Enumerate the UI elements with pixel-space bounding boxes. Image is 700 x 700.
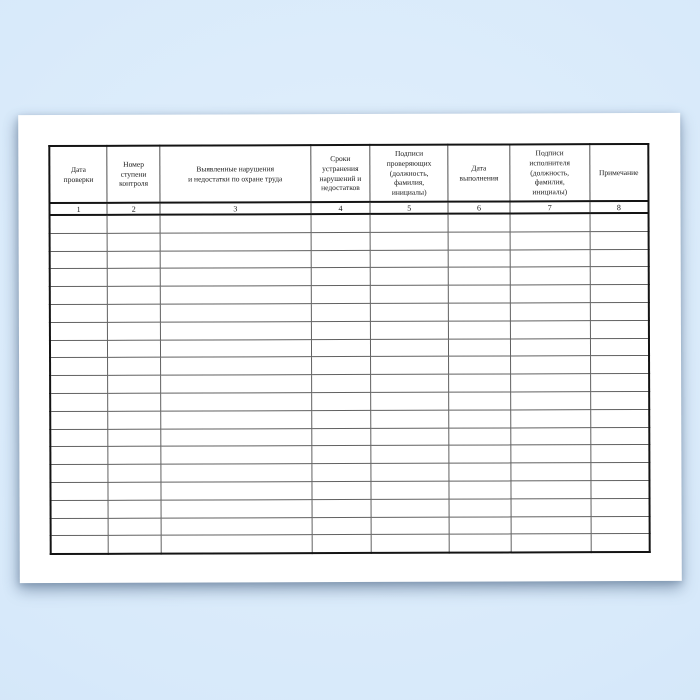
empty-cell xyxy=(448,213,510,232)
empty-cell xyxy=(108,340,161,358)
empty-cell xyxy=(311,232,371,250)
empty-cell xyxy=(311,339,371,357)
empty-cell xyxy=(161,535,312,554)
empty-cell xyxy=(312,481,372,499)
empty-cell xyxy=(50,322,108,340)
empty-cell xyxy=(591,463,650,481)
empty-cell xyxy=(107,215,160,233)
empty-cell xyxy=(108,304,161,322)
empty-cell xyxy=(50,393,108,411)
empty-cell xyxy=(311,321,371,339)
empty-cell xyxy=(511,445,591,463)
column-header-inspection-date: Дата проверки xyxy=(49,146,107,203)
empty-cell xyxy=(510,338,590,356)
empty-cell xyxy=(50,269,108,287)
table-row xyxy=(50,338,649,358)
empty-cell xyxy=(449,481,511,499)
empty-cell xyxy=(311,214,371,233)
table-row xyxy=(50,445,649,465)
empty-cell xyxy=(511,374,591,392)
table-row xyxy=(50,302,649,322)
empty-cell xyxy=(50,447,108,465)
empty-cell xyxy=(312,517,372,535)
empty-cell xyxy=(371,357,449,375)
empty-cell xyxy=(590,374,649,392)
empty-cell xyxy=(591,534,650,553)
document-page xyxy=(18,113,682,583)
column-header-control-stage-number: Номер ступени контроля xyxy=(107,146,160,203)
empty-cell xyxy=(510,320,590,338)
empty-cell xyxy=(108,411,161,429)
column-header-elimination-deadlines: Сроки устранения нарушений и недостатков xyxy=(310,145,370,202)
column-number: 6 xyxy=(448,201,510,213)
empty-cell xyxy=(311,392,371,410)
empty-cell xyxy=(449,463,511,481)
table-row xyxy=(50,249,649,269)
table-row xyxy=(50,320,649,340)
empty-cell xyxy=(50,358,108,376)
empty-cell xyxy=(590,231,649,249)
table-row xyxy=(50,427,649,447)
inspection-log-table xyxy=(48,143,650,555)
column-number: 4 xyxy=(311,202,371,214)
empty-cell xyxy=(448,267,510,285)
empty-cell xyxy=(161,446,312,464)
column-number: 8 xyxy=(590,201,649,213)
empty-cell xyxy=(510,267,590,285)
empty-cell xyxy=(449,374,511,392)
empty-cell xyxy=(510,231,590,249)
empty-cell xyxy=(311,464,371,482)
empty-cell xyxy=(50,376,108,394)
table-row xyxy=(50,267,649,287)
empty-cell xyxy=(511,463,591,481)
empty-cell xyxy=(590,249,649,267)
column-number: 2 xyxy=(107,203,160,215)
empty-cell xyxy=(590,285,649,303)
empty-cell xyxy=(161,357,312,375)
empty-cell xyxy=(161,464,312,482)
empty-cell xyxy=(510,303,590,321)
empty-cell xyxy=(311,286,371,304)
empty-cell xyxy=(160,250,311,268)
empty-cell xyxy=(51,500,109,518)
empty-cell xyxy=(51,536,109,554)
empty-cell xyxy=(160,232,311,250)
empty-cell xyxy=(108,518,161,536)
empty-cell xyxy=(449,392,511,410)
empty-cell xyxy=(371,321,449,339)
empty-cell xyxy=(510,356,590,374)
empty-cell xyxy=(160,268,311,286)
empty-cell xyxy=(371,250,449,268)
table-row xyxy=(50,391,649,411)
empty-cell xyxy=(108,482,161,500)
empty-cell xyxy=(590,213,649,232)
empty-cell xyxy=(107,251,160,269)
empty-cell xyxy=(371,446,449,464)
empty-cell xyxy=(108,500,161,518)
empty-cell xyxy=(161,393,312,411)
table-row xyxy=(50,356,649,376)
empty-cell xyxy=(161,428,312,446)
empty-cell xyxy=(371,428,449,446)
empty-cell xyxy=(511,409,591,427)
empty-cell xyxy=(590,409,649,427)
empty-cell xyxy=(371,339,449,357)
table-header xyxy=(49,144,648,215)
empty-cell xyxy=(449,339,511,357)
empty-cell xyxy=(510,249,590,267)
empty-cell xyxy=(160,304,311,322)
column-number: 5 xyxy=(370,202,448,214)
empty-cell xyxy=(590,320,649,338)
empty-cell xyxy=(108,393,161,411)
table-row xyxy=(50,374,649,394)
empty-cell xyxy=(590,356,649,374)
empty-cell xyxy=(371,410,449,428)
empty-cell xyxy=(108,429,161,447)
empty-cell xyxy=(371,499,449,517)
empty-cell xyxy=(511,427,591,445)
empty-cell xyxy=(50,411,108,429)
empty-cell xyxy=(161,499,312,517)
empty-cell xyxy=(590,391,649,409)
empty-cell xyxy=(161,517,312,535)
empty-cell xyxy=(449,516,511,534)
empty-cell xyxy=(160,286,311,304)
column-number: 7 xyxy=(510,201,590,213)
empty-cell xyxy=(161,375,312,393)
empty-cell xyxy=(50,304,108,322)
table-row xyxy=(50,463,649,483)
empty-cell xyxy=(590,427,649,445)
empty-cell xyxy=(371,303,449,321)
table-row xyxy=(51,516,650,536)
empty-cell xyxy=(311,303,371,321)
empty-cell xyxy=(371,374,449,392)
empty-cell xyxy=(371,268,449,286)
empty-cell xyxy=(449,410,511,428)
empty-cell xyxy=(511,392,591,410)
empty-cell xyxy=(510,285,590,303)
empty-cell xyxy=(161,339,312,357)
column-header-identified-violations: Выявленные нарушения и недостатки по охране труда xyxy=(160,145,311,203)
empty-cell xyxy=(108,375,161,393)
empty-cell xyxy=(448,285,510,303)
empty-cell xyxy=(311,410,371,428)
table-row xyxy=(50,231,649,251)
table-row xyxy=(50,285,649,305)
empty-cell xyxy=(511,516,591,534)
empty-cell xyxy=(108,358,161,376)
empty-cell xyxy=(108,322,161,340)
table-body xyxy=(50,213,650,554)
column-number: 1 xyxy=(49,203,107,215)
empty-cell xyxy=(312,499,372,517)
column-header-note: Примечание xyxy=(589,144,648,201)
empty-cell xyxy=(108,269,161,287)
empty-cell xyxy=(161,482,312,500)
column-header-executor-signatures: Подписи исполнителя (должность, фамилия, инициалы) xyxy=(510,144,590,201)
empty-cell xyxy=(312,535,372,554)
empty-cell xyxy=(311,428,371,446)
empty-cell xyxy=(590,338,649,356)
empty-cell xyxy=(590,267,649,285)
empty-cell xyxy=(590,445,649,463)
empty-cell xyxy=(371,392,449,410)
empty-cell xyxy=(511,534,591,553)
column-header-completion-date: Дата выполнения xyxy=(448,144,510,201)
header-row xyxy=(49,144,648,203)
empty-cell xyxy=(449,321,511,339)
empty-cell xyxy=(50,233,108,251)
empty-cell xyxy=(108,464,161,482)
table-row xyxy=(50,409,649,429)
empty-cell xyxy=(107,233,160,251)
empty-cell xyxy=(50,251,108,269)
empty-cell xyxy=(449,499,511,517)
empty-cell xyxy=(160,214,311,233)
table-row xyxy=(50,480,649,500)
empty-cell xyxy=(591,480,650,498)
empty-cell xyxy=(108,536,161,554)
empty-cell xyxy=(311,357,371,375)
empty-cell xyxy=(449,534,511,553)
column-number: 3 xyxy=(160,202,311,215)
empty-cell xyxy=(108,447,161,465)
empty-cell xyxy=(449,428,511,446)
empty-cell xyxy=(448,303,510,321)
empty-cell xyxy=(161,321,312,339)
empty-cell xyxy=(371,517,449,535)
empty-cell xyxy=(50,465,108,483)
empty-cell xyxy=(370,232,448,250)
empty-cell xyxy=(311,268,371,286)
empty-cell xyxy=(51,518,109,536)
empty-cell xyxy=(108,286,161,304)
empty-cell xyxy=(590,302,649,320)
empty-cell xyxy=(50,482,108,500)
empty-cell xyxy=(591,516,650,534)
table-row xyxy=(51,498,650,518)
empty-cell xyxy=(50,287,108,305)
column-header-inspector-signatures: Подписи проверяющих (должность, фамилия, инициалы) xyxy=(370,145,448,202)
empty-cell xyxy=(449,356,511,374)
empty-cell xyxy=(371,481,449,499)
empty-cell xyxy=(50,215,108,233)
empty-cell xyxy=(448,232,510,250)
empty-cell xyxy=(370,214,448,233)
empty-cell xyxy=(50,340,108,358)
empty-cell xyxy=(311,375,371,393)
empty-cell xyxy=(371,285,449,303)
empty-cell xyxy=(591,498,650,516)
empty-cell xyxy=(311,446,371,464)
table-row xyxy=(50,213,649,233)
empty-cell xyxy=(372,534,450,553)
empty-cell xyxy=(449,445,511,463)
empty-cell xyxy=(371,463,449,481)
empty-cell xyxy=(448,250,510,268)
empty-cell xyxy=(161,410,312,428)
empty-cell xyxy=(311,250,371,268)
table-row xyxy=(51,534,650,554)
empty-cell xyxy=(511,481,591,499)
empty-cell xyxy=(511,498,591,516)
empty-cell xyxy=(510,213,590,232)
empty-cell xyxy=(50,429,108,447)
